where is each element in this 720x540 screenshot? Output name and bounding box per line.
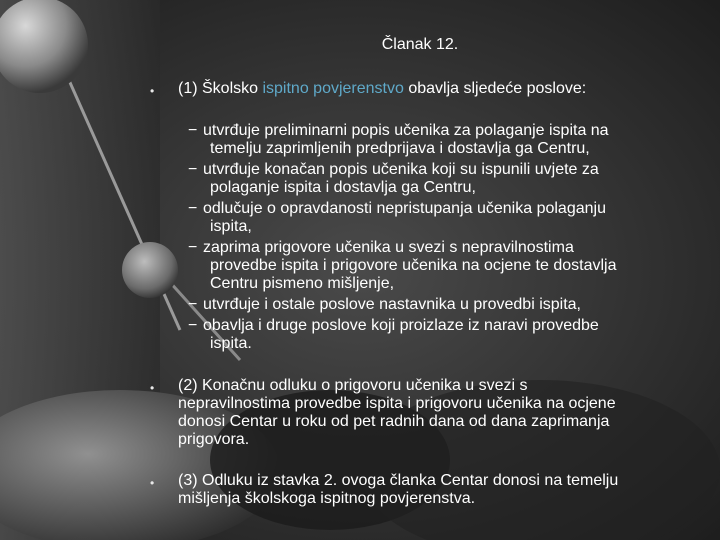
bullet-3-line: (3) Odluku iz stavka 2. ovoga članka Centar donosi na temelju — [178, 472, 619, 489]
sub-item-line: utvrđuje preliminarni popis učenika za polaganje ispita na — [203, 122, 609, 139]
bullet-marker: • — [150, 84, 155, 98]
bullet-1-text — [178, 80, 586, 97]
bullet-2-line: donosi Centar u roku od pet radnih dana od dana zaprimanja — [178, 413, 610, 430]
sub-item-line: polaganje ispita i dostavlja ga Centru, — [210, 179, 476, 196]
sub-item-line: ispita. — [210, 335, 252, 352]
slide-title: Članak 12. — [381, 36, 459, 53]
bullet-2-line: nepravilnostima provedbe ispita i prigovoru učenika na ocjene — [178, 395, 616, 412]
bullet-1-suffix: obavlja sljedeće poslove: — [403, 80, 587, 97]
sub-item-line: odlučuje o opravdanosti nepristupanja učenika polaganju — [203, 200, 606, 217]
bullet-marker: • — [150, 381, 155, 395]
sub-item-line: obavlja i druge poslove koji proizlaze iz naravi provedbe — [203, 317, 599, 334]
dash-marker: − — [188, 317, 198, 334]
sub-item-line: ispita, — [210, 218, 252, 235]
dash-marker: − — [188, 296, 198, 313]
sub-item-line: Centru pismeno mišljenje, — [210, 275, 395, 292]
bullet-marker: • — [150, 476, 155, 490]
sub-item-line: provedbe ispita i prigovore učenika na ocjene te dostavlja — [210, 257, 617, 274]
sub-item-line: utvrđuje konačan popis učenika koji su ispunili uvjete za — [203, 161, 599, 178]
sub-item-line: temelju zaprimljenih predprijava i dostavlja ga Centru, — [210, 140, 590, 157]
bullet-2-line: (2) Konačnu odluku o prigovoru učenika u svezi s — [178, 377, 528, 394]
bullet-1-highlight: ispitno povjerenstvo — [262, 80, 404, 97]
dash-marker: − — [188, 200, 198, 217]
bullet-3-line: mišljenja školskoga ispitnog povjerenstva. — [178, 490, 476, 507]
bullet-2-line: prigovora. — [178, 431, 250, 448]
sub-item-line: zaprima prigovore učenika u svezi s nepravilnostima — [203, 239, 574, 256]
bullet-1-prefix: (1) Školsko — [178, 80, 263, 97]
dash-marker: − — [188, 239, 198, 256]
dash-marker: − — [188, 161, 198, 178]
sub-item-line: utvrđuje i ostale poslove nastavnika u provedbi ispita, — [203, 296, 581, 313]
dash-marker: − — [188, 122, 198, 139]
